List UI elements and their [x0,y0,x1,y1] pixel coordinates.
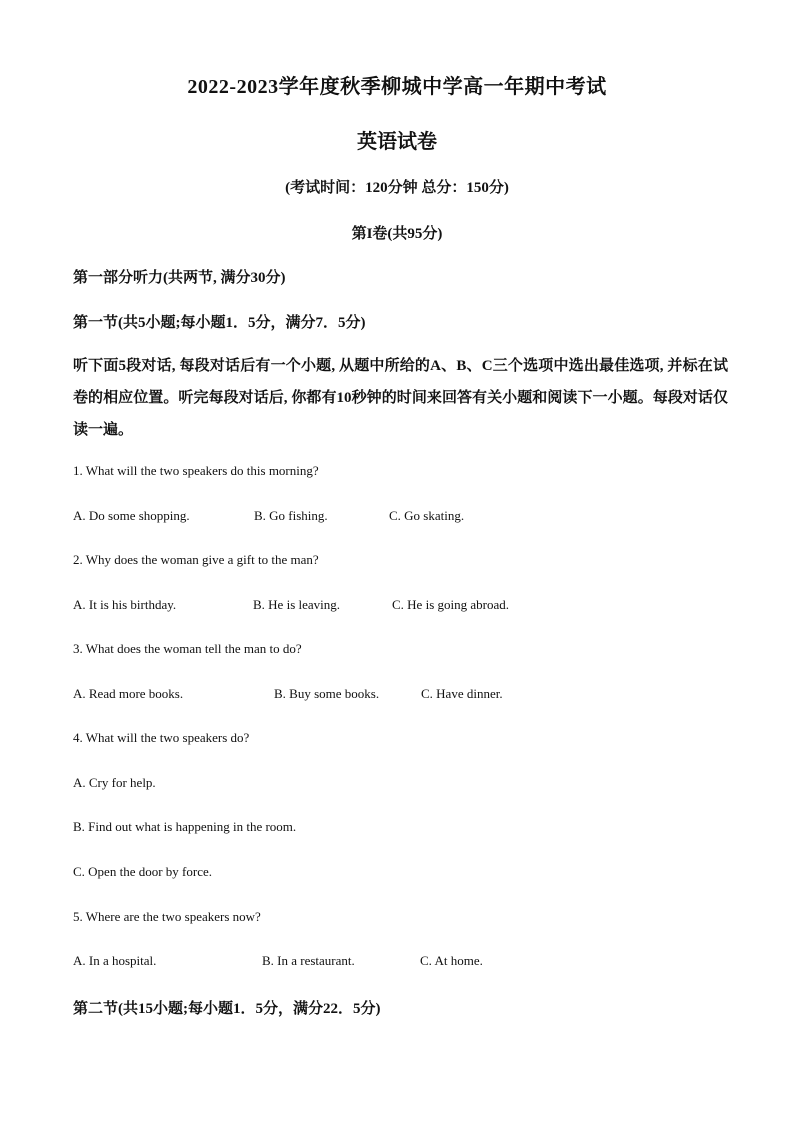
option-b: B. He is leaving. [253,597,341,612]
option-a: A. Do some shopping. [73,508,190,523]
option-b: B. In a restaurant. [262,953,355,968]
section1-heading: 第一节(共5小题;每小题1．5分，满分7．5分) [73,315,366,331]
question-stem: 3. What does the woman tell the man to do? [73,641,302,656]
option-a: A. Read more books. [73,686,184,701]
question-options [73,508,723,526]
exam-info: (考试时间：120分钟 总分：150分) [285,180,509,196]
option-a: A. Cry for help. [73,775,156,790]
section2-heading: 第二节(共15小题;每小题1．5分，满分22．5分) [73,1001,381,1017]
exam-title: 2022-2023学年度秋季柳城中学高一年期中考试 [187,76,607,98]
question-stem: 5. Where are the two speakers now? [73,909,261,924]
option-c: C. He is going abroad. [392,597,509,612]
option-c: C. Have dinner. [421,686,503,701]
question-stem: 2. Why does the woman give a gift to the man? [73,552,319,567]
option-b: B. Find out what is happening in the room. [73,819,297,834]
question-options [73,686,723,704]
option-b: B. Buy some books. [274,686,380,701]
option-c: C. Open the door by force. [73,864,212,879]
question-stem: 1. What will the two speakers do this morning? [73,463,319,478]
option-c: C. Go skating. [389,508,465,523]
listening-instructions: 听下面5段对话, 每段对话后有一个小题, 从题中所给的A、B、C三个选项中选出最佳选项, 并标在试卷的相应位置。听完每段对话后, 你都有10秒钟的时间来回答有关小题和阅读下一小题。每段对话仅读一遍。 [73,358,728,438]
volume-heading: 第I卷(共95分) [351,226,443,242]
option-a: A. It is his birthday. [73,597,177,612]
exam-subtitle: 英语试卷 [357,131,437,153]
option-b: B. Go fishing. [254,508,328,523]
part1-heading: 第一部分听力(共两节, 满分30分) [73,270,286,286]
option-c: C. At home. [420,953,483,968]
question-options [73,953,723,971]
option-a: A. In a hospital. [73,953,157,968]
question-options [73,597,723,615]
question-stem: 4. What will the two speakers do? [73,730,250,745]
